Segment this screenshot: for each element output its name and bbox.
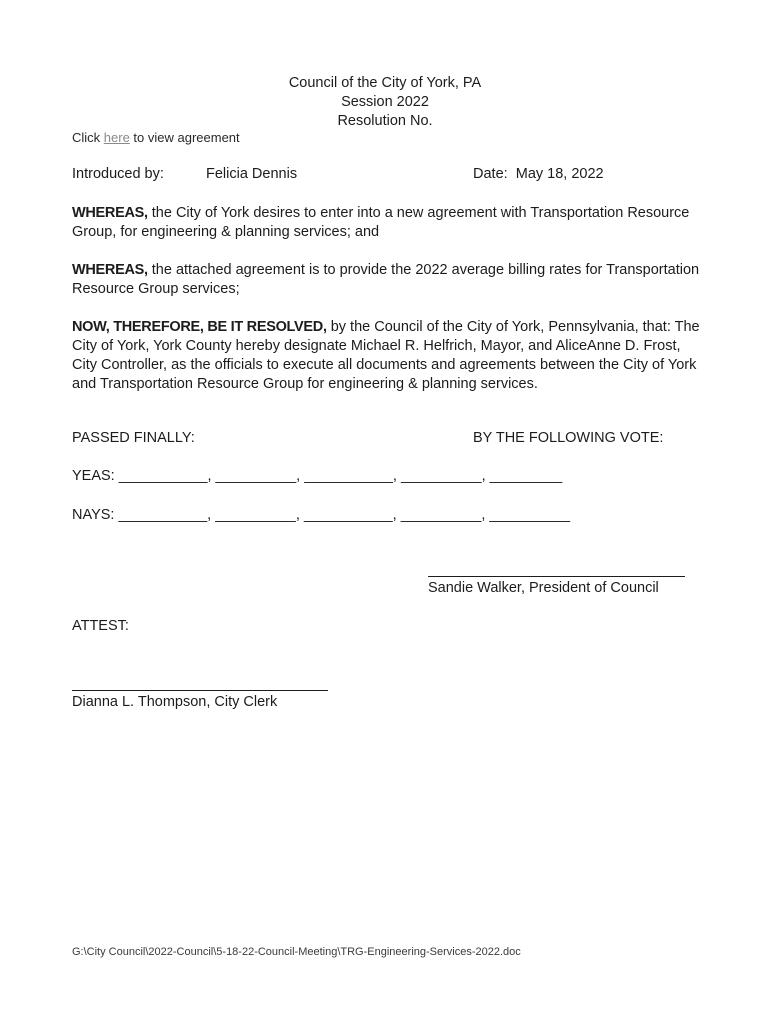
passed-finally-label: PASSED FINALLY: bbox=[72, 430, 195, 446]
agreement-link-line bbox=[72, 130, 240, 145]
file-path-footer: G:\City Council\2022-Council\5-18-22-Council-Meeting\TRG-Engineering-Services-2022.doc bbox=[72, 946, 521, 958]
introduced-by-name: Felicia Dennis bbox=[206, 166, 298, 182]
nays-line: NAYS: ___________, __________, ___________, __________, __________ bbox=[72, 507, 571, 523]
clerk-name: Dianna L. Thompson, City Clerk bbox=[72, 694, 278, 710]
agreement-link-suffix: to view agreement bbox=[129, 130, 240, 145]
agreement-link-prefix: Click bbox=[72, 130, 104, 145]
council-title: Council of the City of York, PA bbox=[288, 75, 482, 91]
whereas-text: the City of York desires to enter into a new agreement with Transportation Resource Group, for engineering & planning services; and bbox=[72, 205, 690, 240]
attest-label: ATTEST: bbox=[72, 618, 129, 634]
resolved-clause bbox=[72, 318, 700, 394]
president-signature-line bbox=[428, 576, 685, 577]
introduced-by-label: Introduced by: bbox=[72, 166, 164, 182]
clerk-signature-line bbox=[72, 690, 328, 691]
whereas-clause-2 bbox=[72, 261, 702, 299]
whereas-lead: WHEREAS, bbox=[72, 205, 148, 221]
whereas-text: the attached agreement is to provide the 2022 average billing rates for Transportation Resource Group services; bbox=[72, 262, 700, 297]
president-name: Sandie Walker, President of Council bbox=[428, 580, 659, 596]
resolved-text: by the Council of the City of York, Pennsylvania, that: The City of York, York County hereby designate Michael R. Helfrich, Mayor, and AliceAnne D. Frost, City Controller, as the officials to execute all documents and agreements between the City of York and Transportation Resource Group for engineering & planning services. bbox=[72, 319, 700, 392]
yeas-line: YEAS: ___________, __________, ___________, __________, _________ bbox=[72, 468, 563, 484]
following-vote-label: BY THE FOLLOWING VOTE: bbox=[473, 430, 664, 446]
session-title: Session 2022 bbox=[341, 94, 429, 110]
date-label: Date: bbox=[473, 166, 508, 182]
date-field bbox=[473, 166, 604, 182]
date-value: May 18, 2022 bbox=[515, 166, 604, 182]
whereas-lead: WHEREAS, bbox=[72, 262, 148, 278]
agreement-link[interactable]: here bbox=[103, 130, 130, 145]
whereas-clause-1 bbox=[72, 204, 702, 242]
resolution-number: Resolution No. bbox=[337, 113, 433, 129]
resolved-lead: NOW, THEREFORE, BE IT RESOLVED, bbox=[72, 319, 327, 335]
